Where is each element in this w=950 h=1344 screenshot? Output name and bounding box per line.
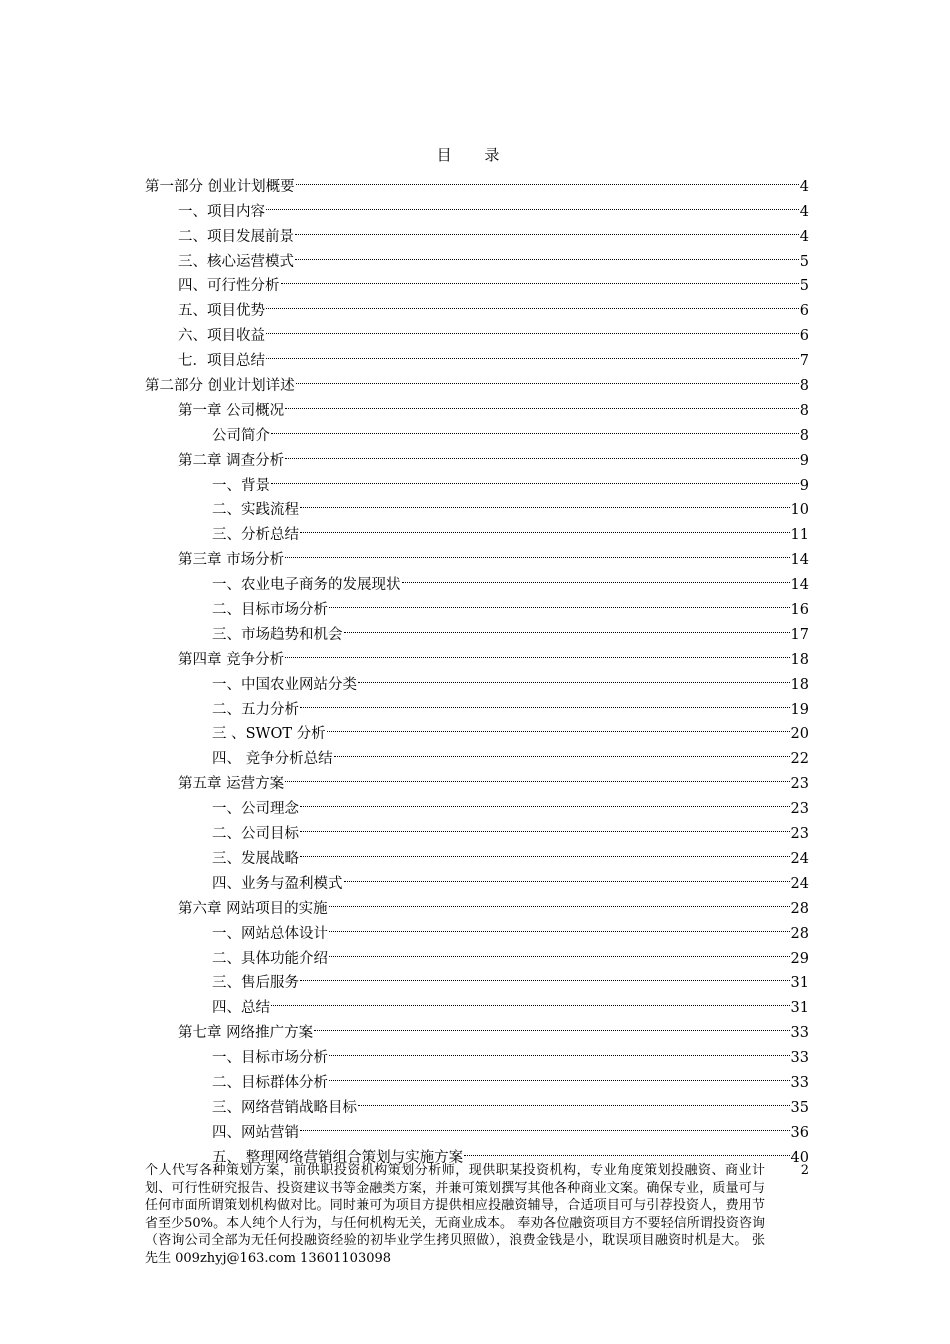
- toc-entry-label: 一、目标市场分析: [212, 1050, 328, 1067]
- toc-entry-page: 9: [799, 452, 809, 469]
- toc-entry-page: 4: [799, 178, 809, 195]
- toc-entry-page: 36: [790, 1124, 809, 1141]
- toc-dot-leader: [266, 290, 799, 315]
- toc-entry-page: 16: [790, 602, 809, 619]
- toc-dot-leader: [329, 888, 790, 913]
- toc-dot-leader: [300, 1112, 790, 1137]
- toc-dot-leader: [300, 490, 790, 515]
- toc-entry-page: 24: [790, 875, 809, 892]
- toc-dot-leader: [300, 963, 790, 988]
- toc-dot-leader: [300, 838, 790, 863]
- toc-entry-page: 23: [790, 776, 809, 793]
- toc-entry-label: 三、分析总结: [212, 527, 299, 544]
- toc-entry-page: 14: [790, 552, 809, 569]
- toc-entry-label: 二、具体功能介绍: [212, 950, 328, 967]
- toc-dot-leader: [296, 365, 799, 390]
- toc-entry-page: 20: [790, 726, 809, 743]
- toc-dot-leader: [271, 465, 799, 490]
- toc-dot-leader: [300, 689, 790, 714]
- toc-dot-leader: [285, 440, 799, 465]
- toc-entry-page: 8: [799, 378, 809, 395]
- toc-dot-leader: [464, 1137, 789, 1162]
- toc-entry-label: 公司简介: [212, 427, 270, 444]
- toc-entry-label: 四、网站营销: [212, 1124, 299, 1141]
- toc-entry-page: 31: [790, 975, 809, 992]
- toc-entry-page: 19: [790, 701, 809, 718]
- toc-entry-label: 七．项目总结: [178, 353, 265, 370]
- toc-entry-page: 40: [790, 1149, 809, 1166]
- toc-dot-leader: [329, 938, 790, 963]
- toc-entry-page: 22: [790, 751, 809, 768]
- toc-dot-leader: [285, 639, 789, 664]
- toc-entry-page: 8: [799, 402, 809, 419]
- toc-entry-label: 第三章 市场分析: [178, 552, 285, 569]
- toc-entry-label: 二、项目发展前景: [178, 228, 294, 245]
- toc-entry-page: 24: [790, 850, 809, 867]
- toc-dot-leader: [314, 1012, 789, 1037]
- toc-entry-label: 二、目标群体分析: [212, 1074, 328, 1091]
- toc-dot-leader: [295, 241, 799, 266]
- toc-entry-label: 二、目标市场分析: [212, 602, 328, 619]
- page-footer: [145, 1162, 809, 1267]
- toc-entry-label: 四、 竞争分析总结: [212, 751, 333, 768]
- toc-entry-label: 三、售后服务: [212, 975, 299, 992]
- toc-entry-label: 二、公司目标: [212, 826, 299, 843]
- toc-entry-page: 14: [790, 577, 809, 594]
- toc-entry-page: 6: [799, 303, 809, 320]
- toc-entry-label: 四、业务与盈利模式: [212, 875, 343, 892]
- toc-entry-page: 18: [790, 651, 809, 668]
- toc-entry-page: 17: [790, 626, 809, 643]
- toc-entry-label: 三、市场趋势和机会: [212, 626, 343, 643]
- toc-entry-page: 5: [799, 253, 809, 270]
- toc-entry-label: 六、项目收益: [178, 328, 265, 345]
- toc-dot-leader: [285, 763, 789, 788]
- toc-entry-page: 33: [790, 1050, 809, 1067]
- toc-entry-page: 33: [790, 1025, 809, 1042]
- toc-entry-label: 第一章 公司概况: [178, 402, 285, 419]
- toc-dot-leader: [329, 1062, 790, 1087]
- toc-entry-page: 23: [790, 826, 809, 843]
- toc-entry-label: 第二章 调查分析: [178, 452, 285, 469]
- toc-dot-leader: [266, 340, 799, 365]
- toc-title: 目 录: [436, 146, 514, 164]
- toc-entry-label: 第一部分 创业计划概要: [145, 178, 295, 195]
- toc-dot-leader: [266, 191, 799, 216]
- toc-dot-leader: [327, 714, 790, 739]
- toc-entry-label: 一、背景: [212, 477, 270, 494]
- toc-entry-page: 9: [799, 477, 809, 494]
- toc-entry-page: 35: [790, 1099, 809, 1116]
- toc-dot-leader: [329, 913, 790, 938]
- toc-entry-label: 一、网站总体设计: [212, 925, 328, 942]
- toc-dot-leader: [295, 216, 799, 241]
- toc-entry-label: 三、核心运营模式: [178, 253, 294, 270]
- toc-entry-label: 第五章 运营方案: [178, 776, 285, 793]
- toc-entry-label: 一、公司理念: [212, 801, 299, 818]
- toc-entry-label: 四、总结: [212, 1000, 270, 1017]
- toc-dot-leader: [358, 664, 790, 689]
- toc-entry-page: 28: [790, 925, 809, 942]
- toc-entry-label: 一、中国农业网站分类: [212, 676, 357, 693]
- toc-dot-leader: [402, 564, 790, 589]
- toc-entry-label: 一、项目内容: [178, 203, 265, 220]
- toc-entry-label: 三 、SWOT 分析: [212, 726, 326, 743]
- toc-dot-leader: [329, 1037, 790, 1062]
- toc-entry-label: 五、项目优势: [178, 303, 265, 320]
- toc-entry-label: 二、实践流程: [212, 502, 299, 519]
- footer-text: 个人代写各种策划方案，前供职投资机构策划分析师，现供职某投资机构，专业角度策划投融资、商业计划、可行性研究报告、投资建议书等金融类方案，并兼可策划撰写其他各种商业文案。确保专业，质量可与任何市面所谓策划机构做对比。同时兼可为项目方提供相应投融资辅导，合适项目可与引荐投资人，费用节省至少50%。本人纯个人行为，与任何机构无关，无商业成本。 奉劝各位融资项目方不要轻信所谓投资咨询（咨询公司全部为无任何投融资经验的初毕业学生拷贝照做），浪费金钱是小，耽误项目融资时机是大。 张先生 009zhyj@163.com 13601103098: [145, 1163, 765, 1266]
- toc-dot-leader: [281, 266, 799, 291]
- toc-dot-leader: [344, 614, 790, 639]
- toc-entry-label: 五、 整理网络营销组合策划与实施方案: [212, 1149, 464, 1166]
- page-number: 2: [800, 1163, 809, 1178]
- toc-dot-leader: [300, 788, 790, 813]
- toc-entry-page: 11: [790, 527, 809, 544]
- toc-entry-page: 10: [790, 502, 809, 519]
- toc-entry-page: 5: [799, 278, 809, 295]
- toc-entry-page: 33: [790, 1074, 809, 1091]
- toc-entry-label: 二、五力分析: [212, 701, 299, 718]
- toc-entry-label: 一、农业电子商务的发展现状: [212, 577, 401, 594]
- toc-entry-page: 6: [799, 328, 809, 345]
- toc-entry-label: 第六章 网站项目的实施: [178, 900, 328, 917]
- toc-dot-leader: [271, 415, 799, 440]
- toc-entry[interactable]: [145, 166, 809, 195]
- toc-dot-leader: [285, 390, 799, 415]
- toc-dot-leader: [358, 1087, 790, 1112]
- toc-entry-page: 31: [790, 1000, 809, 1017]
- table-of-contents: [145, 166, 809, 1166]
- toc-dot-leader: [271, 987, 790, 1012]
- toc-dot-leader: [300, 514, 790, 539]
- toc-dot-leader: [334, 738, 790, 763]
- toc-entry-label: 第七章 网络推广方案: [178, 1025, 314, 1042]
- toc-dot-leader: [285, 539, 789, 564]
- toc-entry-label: 第四章 竞争分析: [178, 651, 285, 668]
- toc-entry-page: 23: [790, 801, 809, 818]
- toc-dot-leader: [300, 813, 790, 838]
- toc-entry-page: 4: [799, 228, 809, 245]
- toc-dot-leader: [266, 315, 799, 340]
- toc-entry-page: 28: [790, 900, 809, 917]
- toc-entry-page: 18: [790, 676, 809, 693]
- toc-entry-label: 三、网络营销战略目标: [212, 1099, 357, 1116]
- toc-entry-page: 8: [799, 427, 809, 444]
- toc-entry-page: 29: [790, 950, 809, 967]
- toc-entry-label: 第二部分 创业计划详述: [145, 378, 295, 395]
- toc-dot-leader: [344, 863, 790, 888]
- toc-entry-page: 4: [799, 203, 809, 220]
- toc-dot-leader: [296, 166, 799, 191]
- toc-dot-leader: [329, 589, 790, 614]
- toc-entry-label: 四、可行性分析: [178, 278, 280, 295]
- toc-entry-page: 7: [799, 353, 809, 370]
- toc-entry-label: 三、发展战略: [212, 850, 299, 867]
